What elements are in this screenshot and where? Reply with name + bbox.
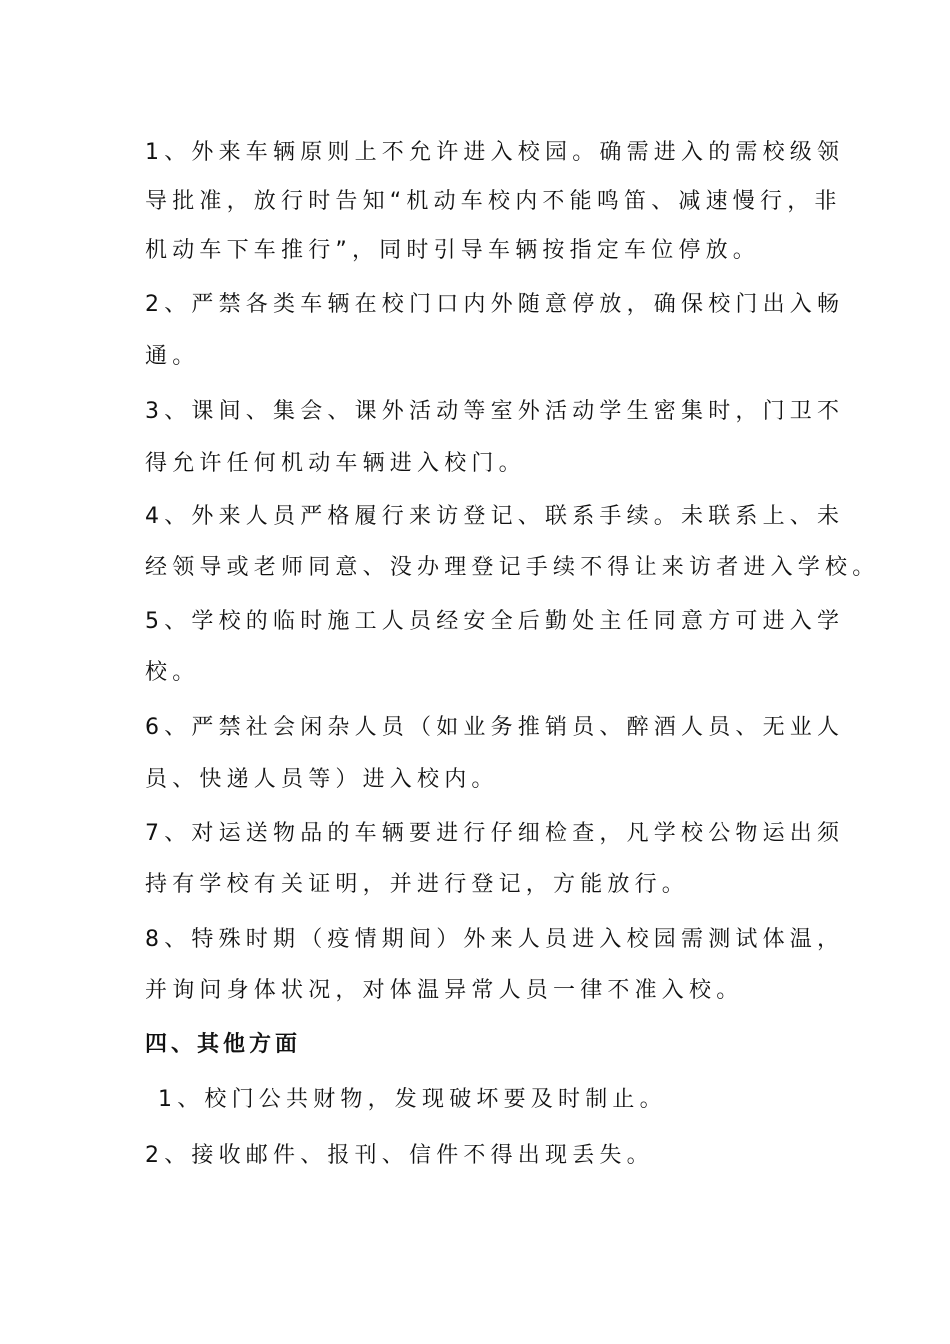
paragraph-line: 3、课间、集会、课外活动等室外活动学生密集时，门卫不 bbox=[145, 399, 845, 424]
section-heading: 四、其他方面 bbox=[145, 1032, 302, 1057]
paragraph-line: 持有学校有关证明，并进行登记，方能放行。 bbox=[145, 872, 690, 897]
paragraph-line: 员、快递人员等）进入校内。 bbox=[145, 767, 499, 792]
paragraph-line: 并询问身体状况，对体温异常人员一律不准入校。 bbox=[145, 978, 744, 1003]
paragraph-line: 机动车下车推行”，同时引导车辆按指定车位停放。 bbox=[145, 238, 760, 263]
paragraph-line: 2、严禁各类车辆在校门口内外随意停放，确保校门出入畅 bbox=[145, 292, 845, 317]
paragraph-line: 7、对运送物品的车辆要进行仔细检查，凡学校公物运出须 bbox=[145, 821, 845, 846]
paragraph-line: 4、外来人员严格履行来访登记、联系手续。未联系上、未 bbox=[145, 504, 845, 529]
paragraph-line: 经领导或老师同意、没办理登记手续不得让来访者进入学校。 bbox=[145, 555, 880, 580]
section-item: 1、校门公共财物，发现破坏要及时制止。 bbox=[158, 1087, 667, 1112]
paragraph-line: 通。 bbox=[145, 344, 200, 369]
paragraph-line: 导批准，放行时告知“机动车校内不能鸣笛、减速慢行，非 bbox=[145, 189, 842, 214]
paragraph-line: 1、外来车辆原则上不允许进入校园。确需进入的需校级领 bbox=[145, 140, 845, 165]
paragraph-line: 5、学校的临时施工人员经安全后勤处主任同意方可进入学 bbox=[145, 609, 845, 634]
paragraph-line: 得允许任何机动车辆进入校门。 bbox=[145, 451, 526, 476]
section-item: 2、接收邮件、报刊、信件不得出现丢失。 bbox=[145, 1143, 654, 1168]
paragraph-line: 6、严禁社会闲杂人员（如业务推销员、醉酒人员、无业人 bbox=[145, 715, 845, 740]
paragraph-line: 8、特殊时期（疫情期间）外来人员进入校园需测试体温， bbox=[145, 927, 845, 952]
paragraph-line: 校。 bbox=[145, 660, 200, 685]
